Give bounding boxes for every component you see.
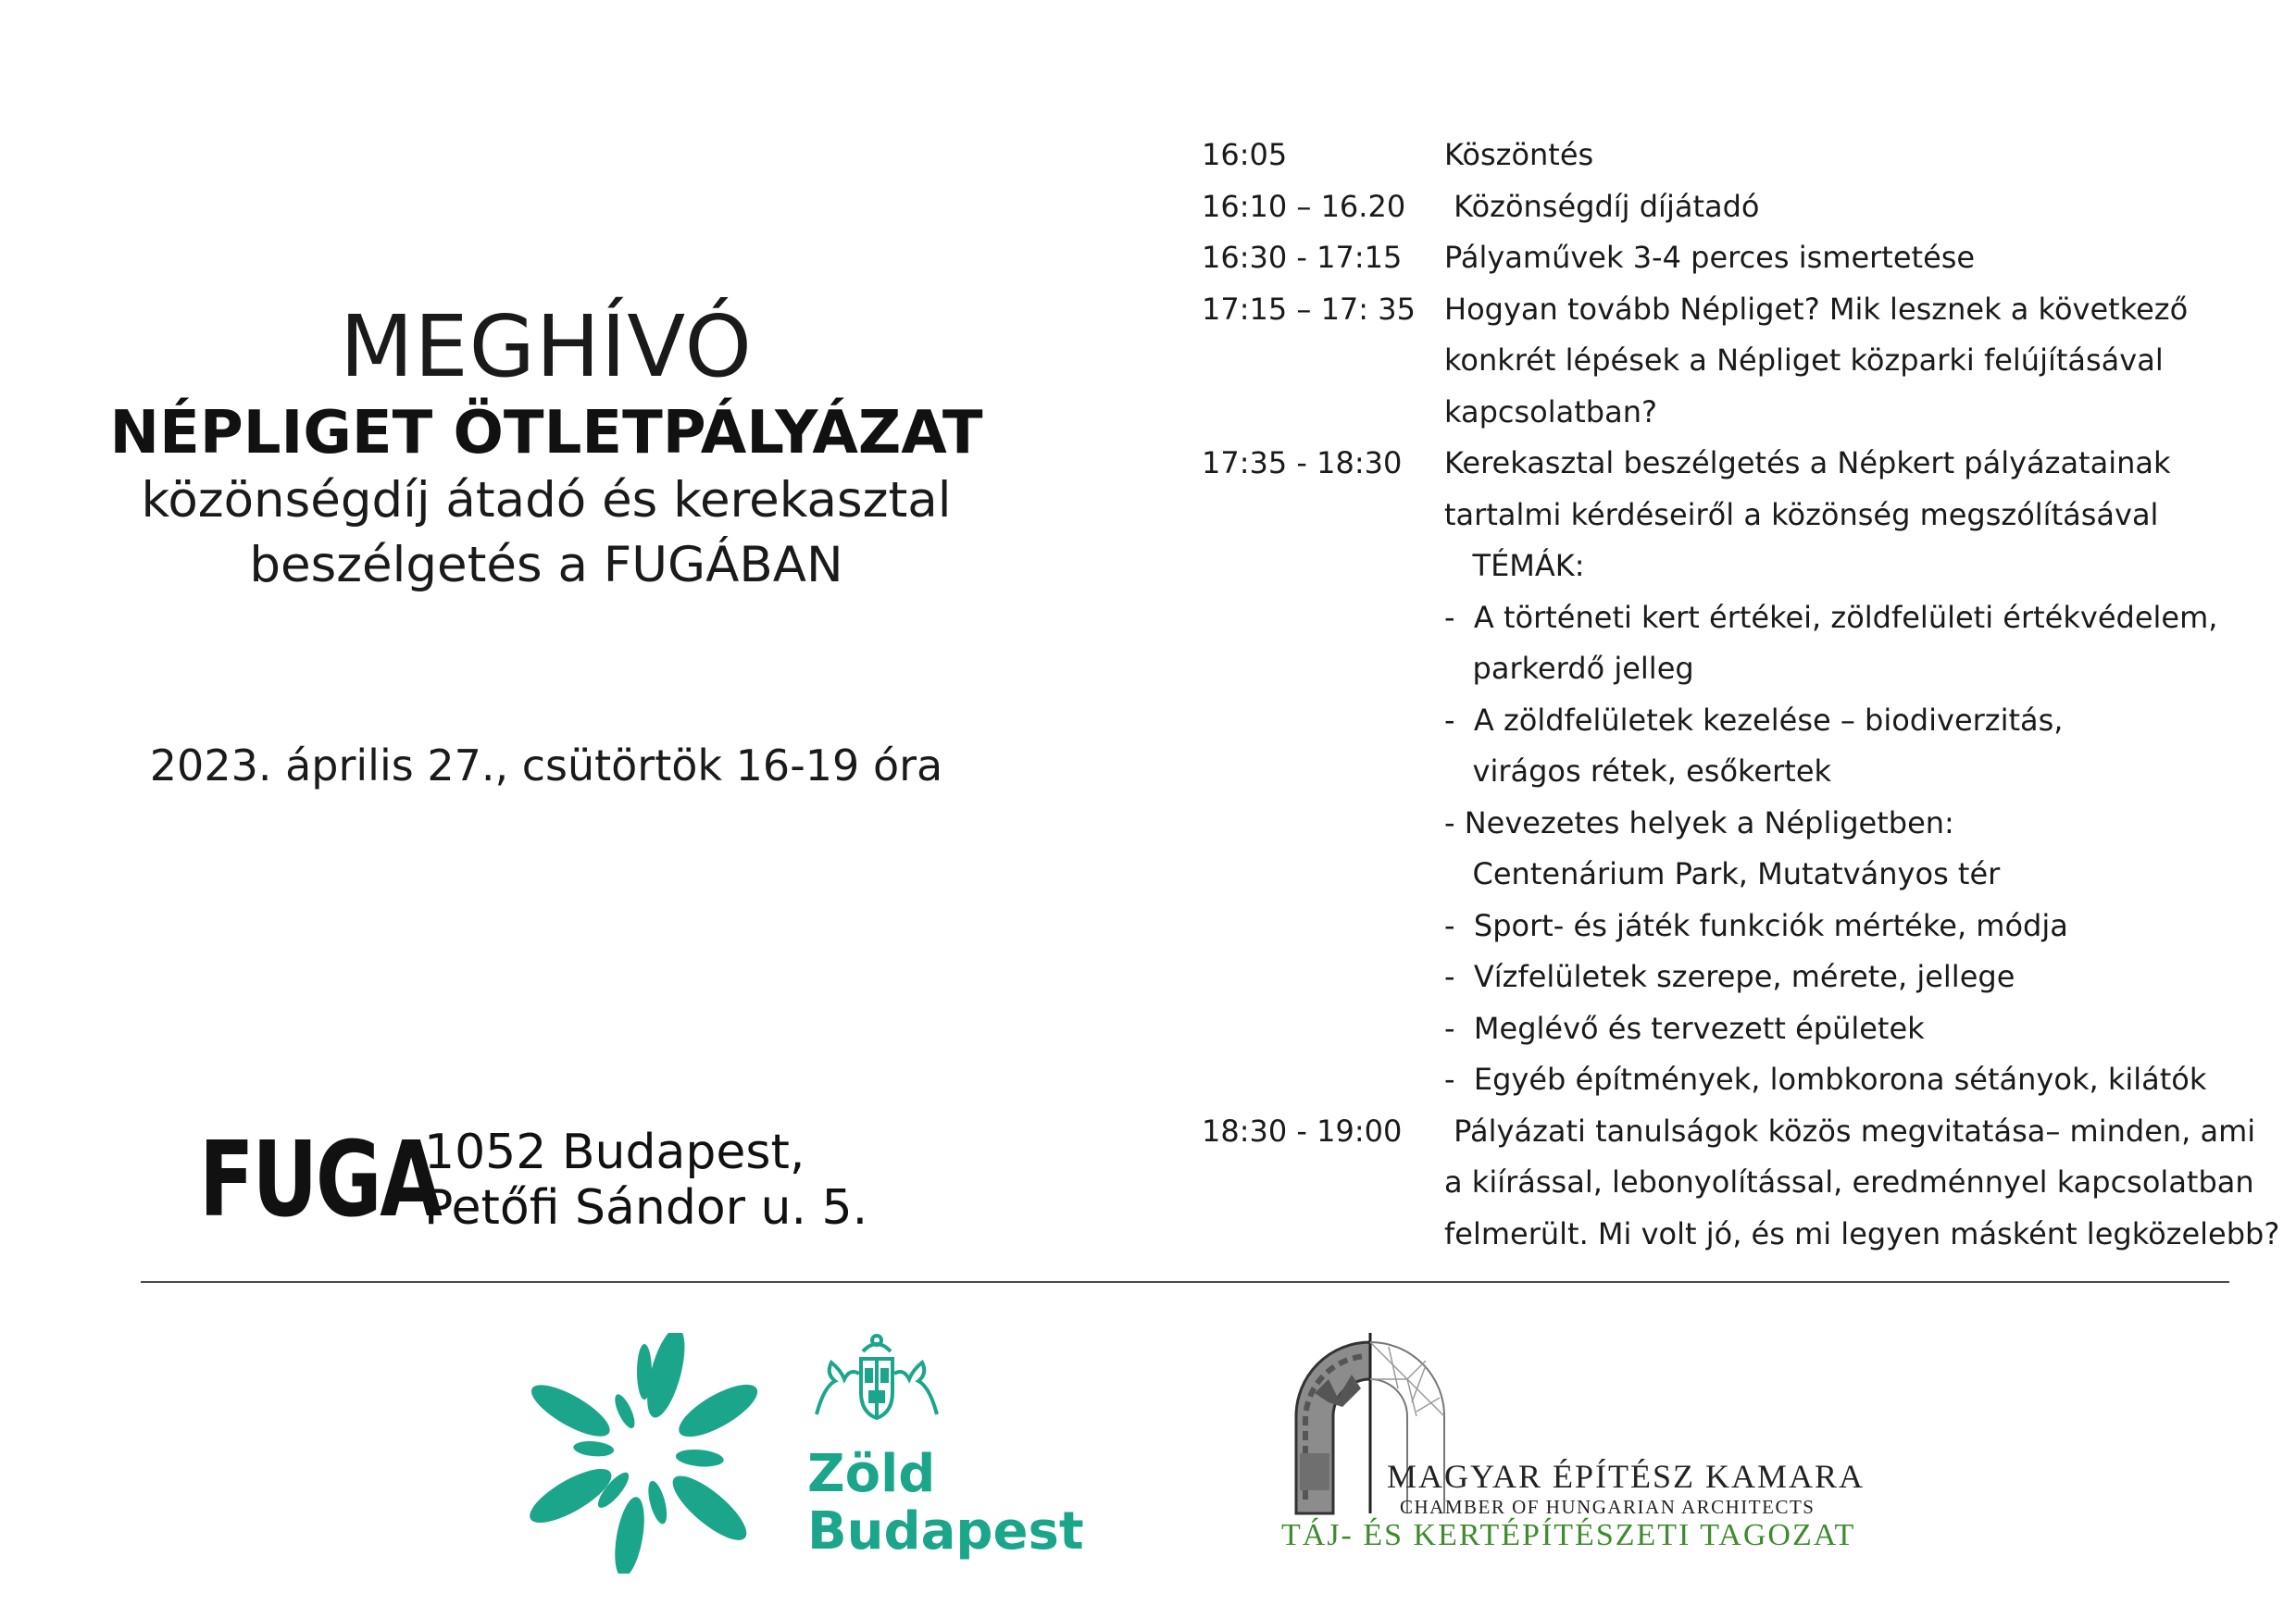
chamber-name: MAGYAR ÉPÍTÉSZ KAMARA <box>1387 1458 1866 1495</box>
event-datetime: 2023. április 27., csütörtök 16-19 óra <box>149 741 943 790</box>
program-time: 16:30 - 17:15 <box>1202 240 1403 275</box>
subtitle-line-2: beszélgetés a FUGÁBAN <box>249 537 843 593</box>
program-description <box>1444 130 2266 181</box>
program-description <box>1444 1106 2279 1261</box>
program-description <box>1444 284 2266 439</box>
budapest-coat-of-arms-icon <box>807 1331 946 1424</box>
program-line: tartalmi kérdéseiről a közönség megszólításával <box>1444 496 2159 532</box>
program-time: 17:15 – 17: 35 <box>1202 291 1416 327</box>
program-line: kapcsolatban? <box>1444 393 1657 429</box>
program-row <box>1202 181 2266 233</box>
program-line: parkerdő jelleg <box>1444 651 1694 686</box>
program-line: - A történeti kert értékei, zöldfelületi értékvédelem, <box>1444 599 2218 635</box>
chamber-section-name: TÁJ- ÉS KERTÉPÍTÉSZETI TAGOZAT <box>1281 1518 1856 1552</box>
program-line: TÉMÁK: <box>1444 548 1585 583</box>
program-line: - Sport- és játék funkciók mértéke, módja <box>1444 907 2068 943</box>
program-line: felmerült. Mi volt jó, és mi legyen másként legközelebb? <box>1444 1215 2280 1251</box>
subtitle-line-1: közönségdíj átadó és kerekasztal <box>141 472 952 529</box>
program-line: - Meglévő és tervezett épületek <box>1444 1010 1925 1046</box>
chamber-name-block <box>1387 1458 1865 1519</box>
program-time: 17:35 - 18:30 <box>1202 445 1403 480</box>
venue-address <box>424 1125 867 1236</box>
program-row <box>1202 438 2266 1106</box>
program-line: Hogyan tovább Népliget? Mik lesznek a következő <box>1444 291 2189 327</box>
invitation-header <box>56 296 1037 598</box>
address-line-1: 1052 Budapest, <box>424 1125 805 1180</box>
program-time: 16:10 – 16.20 <box>1202 188 1406 224</box>
venue-block <box>199 1120 868 1240</box>
fuga-logo: FUGA <box>199 1120 441 1240</box>
chamber-english-name: CHAMBER OF HUNGARIAN ARCHITECTS <box>1400 1496 1816 1518</box>
program-row <box>1202 130 2266 181</box>
invitation-title: MEGHÍVÓ <box>340 297 753 396</box>
event-name: NÉPLIGET ÖTLETPÁLYÁZAT <box>109 399 983 467</box>
footer-divider <box>141 1281 2229 1283</box>
program-line: Centenárium Park, Mutatványos tér <box>1444 856 2001 891</box>
zold-budapest-logo-text <box>807 1446 1084 1561</box>
program-line: Pályaművek 3-4 perces ismertetése <box>1444 240 1976 275</box>
program-description <box>1444 438 2266 1106</box>
zold-budapest-flower-icon <box>524 1333 765 1574</box>
program-line: Pályázati tanulságok közös megvitatása– minden, ami <box>1444 1113 2256 1149</box>
zold-line-1: Zöld <box>807 1444 936 1504</box>
program-line: a kiírással, lebonyolítással, eredménnyel kapcsolatban <box>1444 1164 2254 1200</box>
program-row <box>1202 284 2266 439</box>
program-time: 18:30 - 19:00 <box>1202 1113 1403 1149</box>
program-schedule <box>1202 130 2280 1260</box>
program-row <box>1202 232 2266 284</box>
program-line: Köszöntés <box>1444 137 1594 172</box>
program-line: Kerekasztal beszélgetés a Népkert pályázatainak <box>1444 445 2171 480</box>
program-line: - A zöldfelületek kezelése – biodiverzitás, <box>1444 702 2064 738</box>
program-description <box>1444 232 2266 284</box>
program-line: - Vízfelületek szerepe, mérete, jellege <box>1444 959 2015 994</box>
program-time: 16:05 <box>1202 137 1288 172</box>
program-row <box>1202 1106 2280 1261</box>
address-line-2: Petőfi Sándor u. 5. <box>424 1180 868 1236</box>
program-description <box>1444 181 2266 233</box>
zold-line-2: Budapest <box>807 1501 1084 1562</box>
program-line: virágos rétek, esőkertek <box>1444 753 1832 789</box>
program-line: Közönségdíj díjátadó <box>1444 188 1760 224</box>
program-line: - Egyéb építmények, lombkorona sétányok, kilátók <box>1444 1062 2207 1097</box>
program-line: konkrét lépések a Népliget közparki felújításával <box>1444 342 2164 378</box>
program-line: - Nevezetes helyek a Népligetben: <box>1444 804 1954 840</box>
